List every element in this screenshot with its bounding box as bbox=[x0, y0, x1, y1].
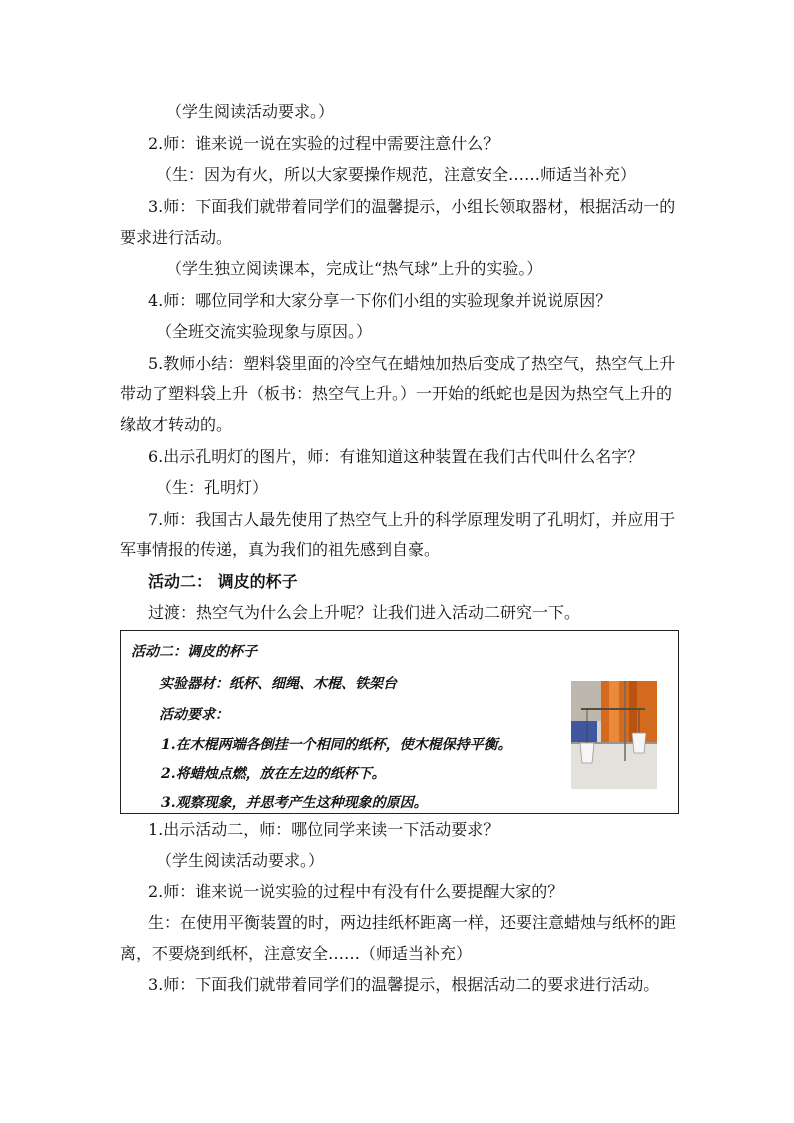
paragraph: （全班交流实验现象与原因。） bbox=[156, 322, 373, 341]
paragraph: （学生阅读活动要求。） bbox=[156, 851, 325, 870]
paragraph: 7.师：我国古人最先使用了热空气上升的科学原理发明了孔明灯，并应用于 bbox=[148, 510, 676, 529]
paragraph: （学生阅读活动要求。） bbox=[166, 102, 335, 121]
paragraph: 过渡：热空气为什么会上升呢？让我们进入活动二研究一下。 bbox=[148, 603, 581, 622]
paragraph: 缘故才转动的。 bbox=[120, 415, 233, 434]
paragraph: 生：在使用平衡装置的时，两边挂纸杯距离一样，还要注意蜡烛与纸杯的距 bbox=[148, 913, 677, 932]
paragraph: 2.师：谁来说一说实验的过程中有没有什么要提醒大家的？ bbox=[148, 882, 564, 901]
paragraph: 1.出示活动二，师：哪位同学来读一下活动要求？ bbox=[148, 820, 500, 839]
activity-step: 3.观察现象，并思考产生这种现象的原因。 bbox=[161, 795, 428, 811]
activity-step: 2.将蜡烛点燃，放在左边的纸杯下。 bbox=[161, 766, 386, 782]
experiment-photo bbox=[571, 681, 657, 789]
activity-step: 1.在木棍两端各倒挂一个相同的纸杯，使木棍保持平衡。 bbox=[161, 737, 512, 753]
section-heading: 活动二： 调皮的杯子 bbox=[148, 572, 298, 591]
paragraph: 2.师：谁来说一说在实验的过程中需要注意什么？ bbox=[148, 134, 500, 153]
activity-materials: 实验器材：纸杯、细绳、木棍、铁架台 bbox=[159, 676, 397, 692]
paragraph: （生：因为有火，所以大家要操作规范，注意安全……师适当补充） bbox=[156, 165, 637, 184]
paragraph: 军事情报的传递，真为我们的祖先感到自豪。 bbox=[120, 540, 441, 559]
activity-box-title: 活动二：调皮的杯子 bbox=[131, 644, 257, 660]
paragraph: 3.师：下面我们就带着同学们的温馨提示，根据活动二的要求进行活动。 bbox=[148, 975, 660, 994]
paragraph: 4.师：哪位同学和大家分享一下你们小组的实验现象并说说原因？ bbox=[148, 291, 612, 310]
paragraph: 3.师：下面我们就带着同学们的温馨提示，小组长领取器材，根据活动一的 bbox=[148, 197, 676, 216]
activity-requirements-label: 活动要求： bbox=[159, 707, 229, 723]
paragraph: 要求进行活动。 bbox=[120, 228, 233, 247]
experiment-photo-illustration bbox=[571, 681, 657, 789]
paragraph: 带动了塑料袋上升（板书：热空气上升。）一开始的纸蛇也是因为热空气上升的 bbox=[120, 384, 673, 403]
paragraph: 离，不要烧到纸杯，注意安全……（师适当补充） bbox=[120, 944, 473, 963]
paragraph: 5.教师小结：塑料袋里面的冷空气在蜡烛加热后变成了热空气，热空气上升 bbox=[148, 354, 676, 373]
paragraph: （生：孔明灯） bbox=[156, 478, 269, 497]
paragraph: （学生独立阅读课本，完成让“热气球”上升的实验。） bbox=[166, 259, 543, 278]
paragraph: 6.出示孔明灯的图片，师：有谁知道这种装置在我们古代叫什么名字？ bbox=[148, 447, 644, 466]
activity-box bbox=[120, 630, 679, 814]
